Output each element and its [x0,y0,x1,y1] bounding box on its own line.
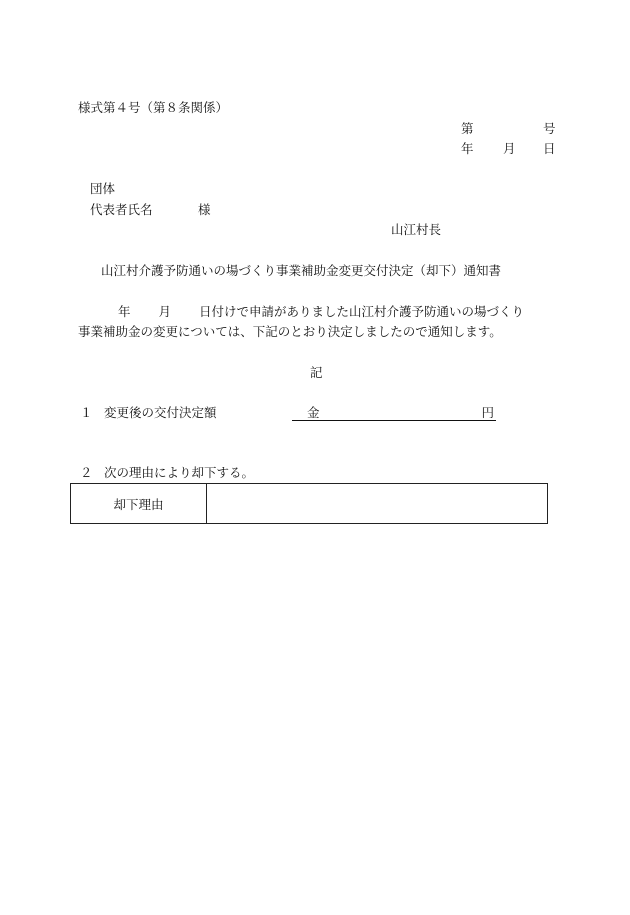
item-2-label: 次の理由により却下する。 [104,465,255,480]
item-1-label: 変更後の交付決定額 [104,405,217,420]
amount-prefix: 金 [307,405,320,420]
body-year: 年 [118,304,131,319]
document-number-suffix: 号 [543,121,556,136]
recipient-honorific: 様 [198,202,211,217]
recipient-representative: 代表者氏名 [90,202,153,217]
ki-heading: 記 [310,365,323,380]
amount-field[interactable] [292,405,496,421]
amount-unit: 円 [481,405,494,420]
rejection-reason-table [70,483,548,524]
recipient-organization: 団体 [90,181,116,196]
date-day: 日 [543,141,556,156]
document-title: 山江村介護予防通いの場づくり事業補助金変更交付決定（却下）通知書 [101,263,502,278]
body-month: 月 [158,304,172,319]
item-1-number: １ [80,405,93,420]
body-line-1 [78,304,524,320]
document-number-prefix: 第 [461,121,474,136]
item-2-number: ２ [80,465,93,480]
body-line-1-text: 日付けで申請がありました山江村介護予防通いの場づくり [199,304,525,319]
body-line-2: 事業補助金の変更については、下記のとおり決定しましたので通知します。 [78,324,502,339]
date-year: 年 [461,141,474,156]
rejection-reason-header: 却下理由 [71,484,207,523]
rejection-reason-field[interactable] [207,484,547,523]
date-month: 月 [503,141,516,156]
form-number: 様式第４号（第８条関係） [78,100,229,115]
issuer: 山江村長 [391,222,442,237]
